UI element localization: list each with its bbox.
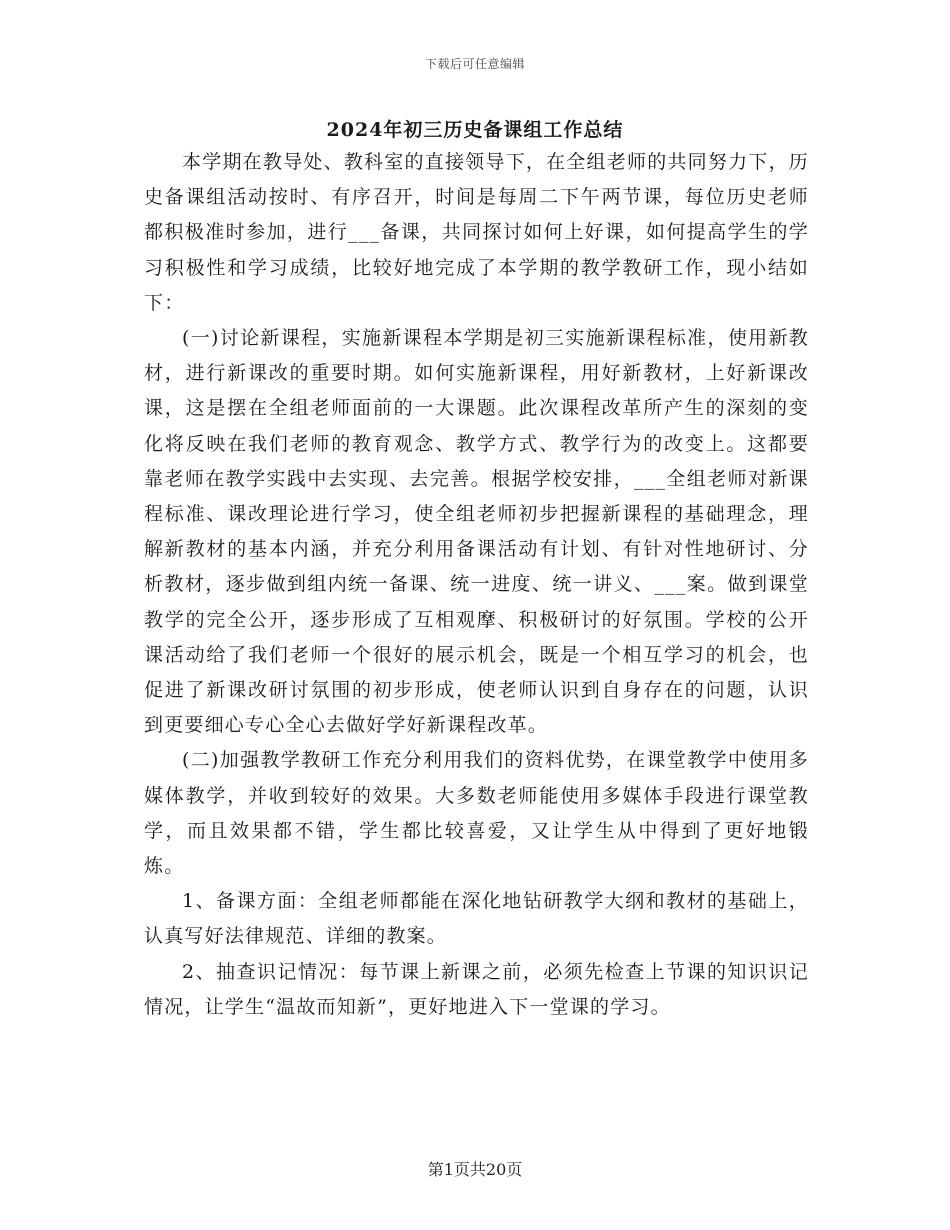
document-body — [144, 145, 809, 1025]
paragraph-section-2: (二)加强教学教研工作充分利用我们的资料优势，在课堂教学中使用多媒体教学，并收到较好的效果。大多数老师能使用多媒体手段进行课堂教学，而且效果都不错，学生都比较喜爱，又让学生从中得到了更好地锻炼。 — [144, 749, 809, 878]
header-note: 下载后可任意编辑 — [424, 57, 525, 71]
paragraph-section-1: (一)讨论新课程，实施新课程本学期是初三实施新课程标准，使用新教材，进行新课改的重要时期。如何实施新课程，用好新教材，上好新课改课，这是摆在全组老师面前的一大课题。此次课程改革所产生的深刻的变化将反映在我们老师的教育观念、教学方式、教学行为的改变上。这都要靠老师在教学实践中去实现、去完善。根据学校安排，___全组老师对新课程标准、课改理论进行学习，使全组老师初步把握新课程的基础理念，理解新教材的基本内涵，并充分利用备课活动有计划、有针对性地研讨、分析教材，逐步做到组内统一备课、统一进度、统一讲义、___案。做到课堂教学的完全公开，逐步形成了互相观摩、积极研讨的好氛围。学校的公开课活动给了我们老师一个很好的展示机会，既是一个相互学习的机会，也促进了新课改研讨氛围的初步形成，使老师认识到自身存在的问题，认识到更要细心专心全心去做好学好新课程改革。 — [144, 327, 809, 737]
paragraph-intro: 本学期在教导处、教科室的直接领导下，在全组老师的共同努力下，历史备课组活动按时、有序召开，时间是每周二下午两节课，每位历史老师都积极准时参加，进行___备课，共同探讨如何上好课，如何提高学生的学习积极性和学习成绩，比较好地完成了本学期的教学教研工作，现小结如下： — [144, 151, 809, 314]
page-number: 第1页共20页 — [427, 1160, 523, 1179]
document-title: 2024年初三历史备课组工作总结 — [326, 119, 624, 141]
paragraph-item-1: 1、备课方面：全组老师都能在深化地钻研教学大纲和教材的基础上，认真写好法律规范、详细的教案。 — [144, 890, 809, 948]
paragraph-item-2: 2、抽查识记情况：每节课上新课之前，必须先检查上节课的知识识记情况，让学生“温故而知新”，更好地进入下一堂课的学习。 — [144, 960, 809, 1018]
